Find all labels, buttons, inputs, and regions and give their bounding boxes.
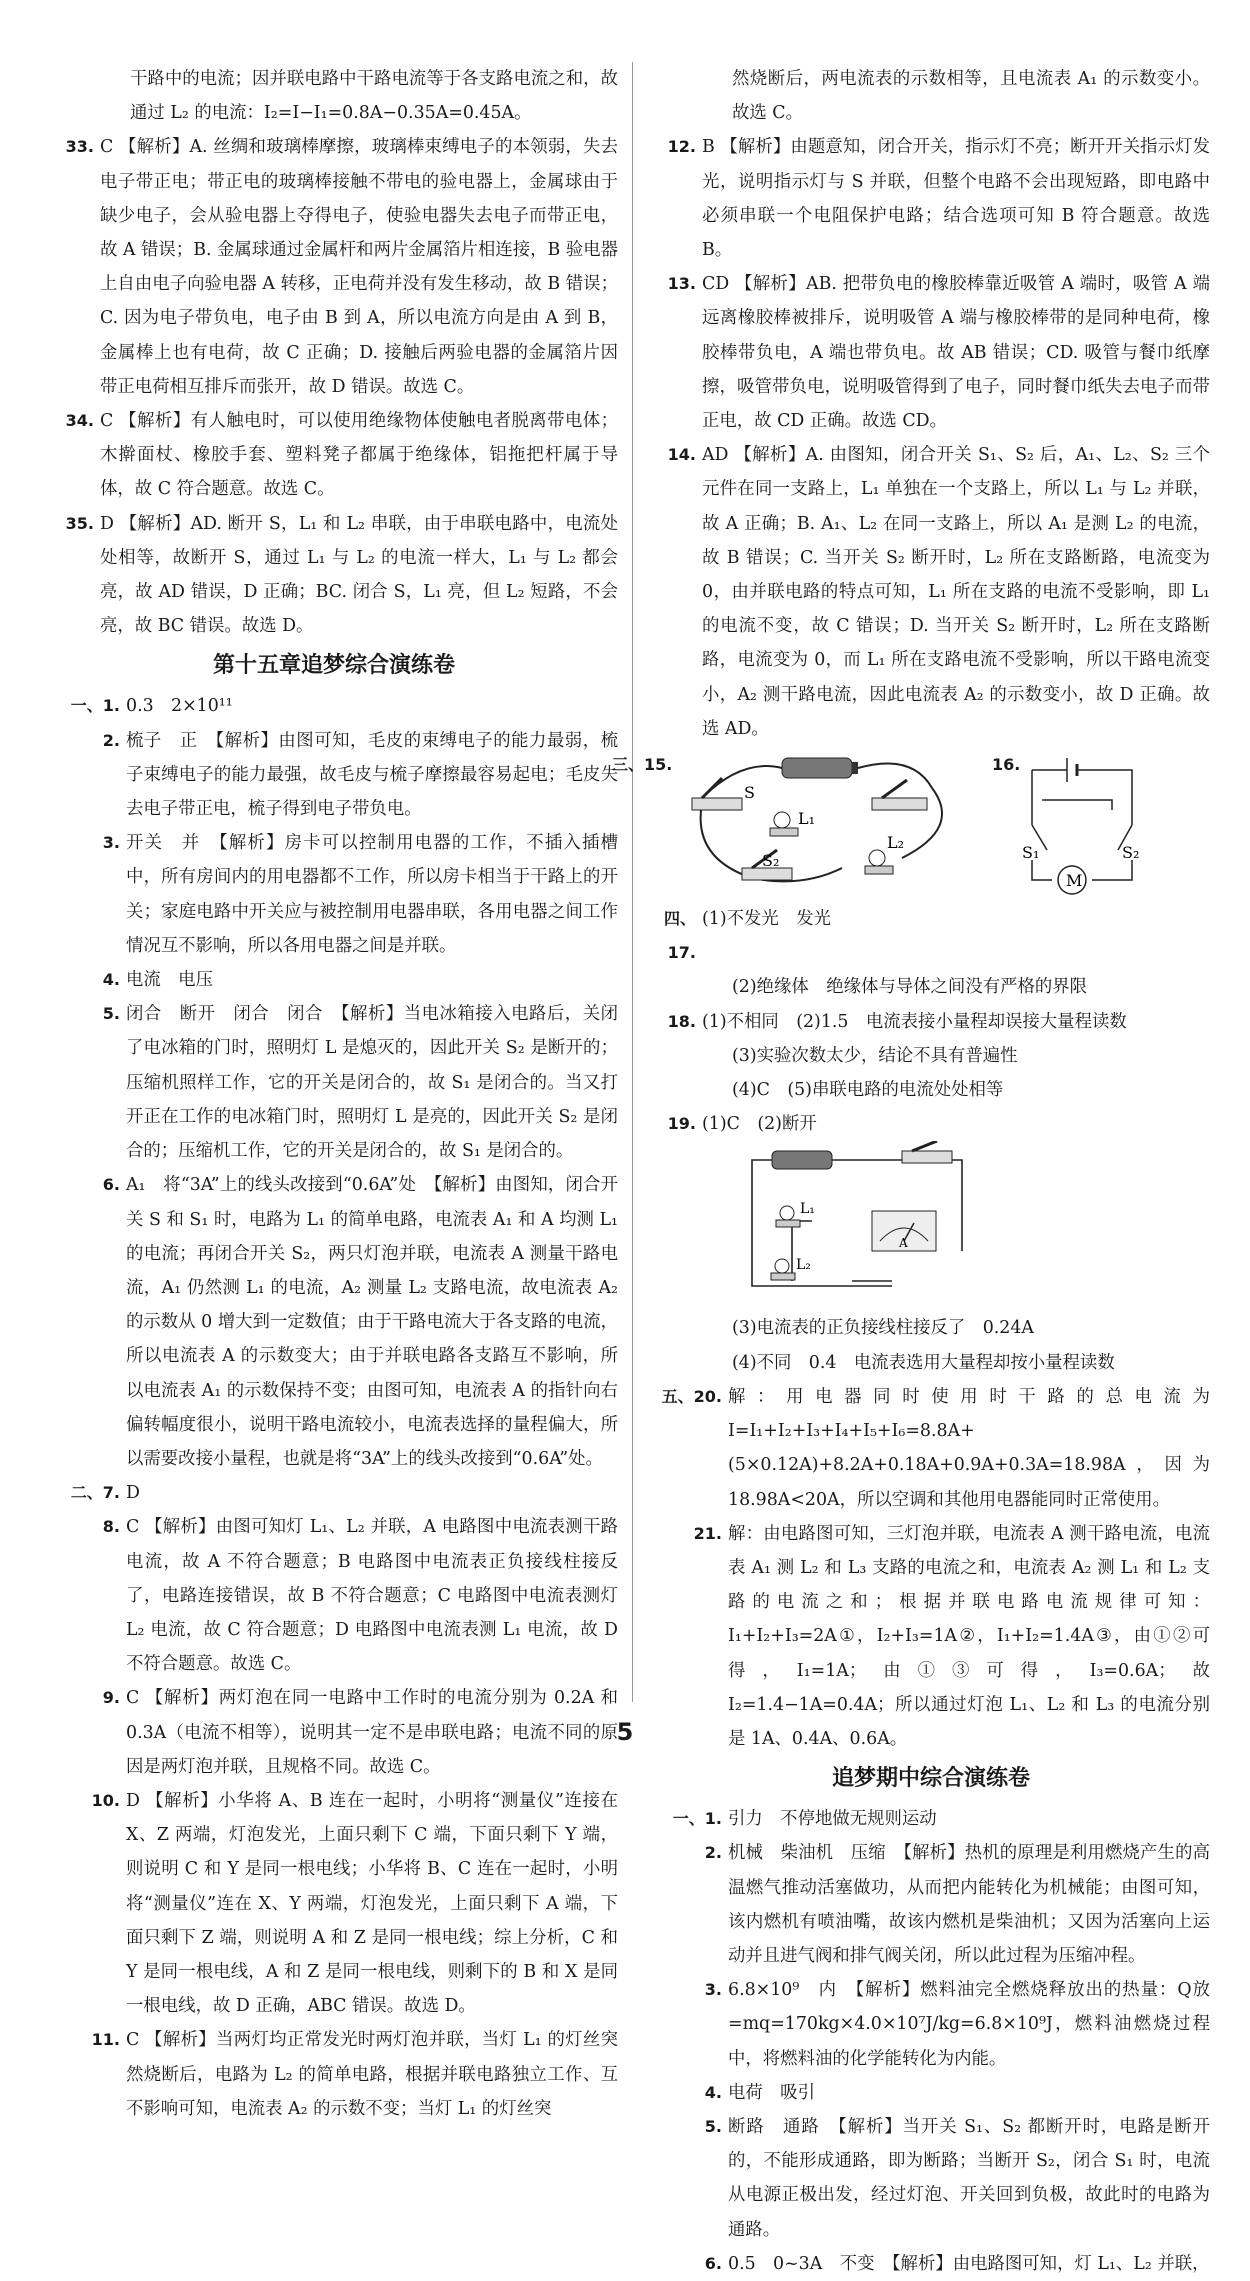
answer-text: AD 【解析】A. 由图知，闭合开关 S₁、S₂ 后，A₁、L₂、S₂ 三个元件在同一支路上，L₁ 单独在一个支路上，所以 L₁ 与 L₂ 并联，故 A 正确；B. A₁、L₂ 在同一支路上，所以 A₁ 是测 L₂ 的电流，故 B 错误；C. 当开关 S₂ 断开时，L₂ 所在支路断路，电流变为 0，由并联电路的特点可知，L₁ 所在支路的电流不受影响，即 L₁ 的电流不变，故 C 错误；D. 当开关 S₂ 断开时，L₂ 所在支路断路，电流变为 0，而 L₁ 所在支路电流不受影响，所以干路电流变小，A₂ 测干路电流，因此电流表 A₂ 的示数变小，故 D 正确。故选 AD。	[702, 445, 1210, 739]
answer-34	[50, 404, 618, 507]
answer-number: 2.	[704, 1843, 722, 1863]
answer-text: 机械 柴油机 压缩 【解析】热机的原理是利用燃烧产生的高温燃气推动活塞做功，从而把内能转化为机械能；由图可知，该内燃机有喷油嘴，故该内燃机是柴油机；又因为活塞向上运动并且进气阀和排气阀关闭，所以此过程为压缩冲程。	[728, 1843, 1210, 1966]
answer-number: 11.	[91, 2030, 120, 2050]
answer-text: 解：用电器同时使用时干路的总电流为 I=I₁+I₂+I₃+I₄+I₅+I₆=8.8A+(5×0.12A)+8.2A+0.18A+0.9A+0.3A=18.98A，因为 18.98A<20A，所以空调和其他用电器能同时正常使用。	[728, 1386, 1210, 1510]
midterm-answer-4	[652, 2076, 1210, 2110]
answer-text: D	[126, 1483, 140, 1504]
answer-text: C 【解析】两灯泡在同一电路中工作时的电流分别为 0.2A 和 0.3A（电流不相等），说明其一定不是串联电路；电流不同的原因是两灯泡并联，且规格不同。故选 C。	[126, 1688, 618, 1777]
answer-text: C 【解析】由图可知灯 L₁、L₂ 并联，A 电路图中电流表测干路电流，故 A 不符合题意；B 电路图中电流表正负接线柱接反了，电路连接错误，故 B 不符合题意；C 电路图中电流表测灯 L₂ 电流，故 C 符合题意；D 电路图中电流表测 L₁ 电流，故 D 不符合题意。故选 C。	[126, 1517, 618, 1675]
answer-number: 3.	[704, 1980, 722, 2000]
answer-18-line-2: (3)实验次数太少，结论不具有普遍性	[732, 1045, 1018, 1066]
label-a: A	[899, 1236, 908, 1251]
answer-text: C 【解析】A. 丝绸和玻璃棒摩擦，玻璃棒束缚电子的本领弱，失去电子带正电；带正电的玻璃棒接触不带电的验电器上，金属球由于缺少电子，会从验电器上夺得电子，使验电器失去电子而带正电，故 A 错误；B. 金属球通过金属杆和两片金属箔片相连接，B 验电器上自由电子向验电器 A 转移，正电荷并没有发生移动，故 B 错误；C. 因为电子带负电，电子由 B 到 A，所以电流方向是由 A 到 B，金属棒上也有电荷，故 C 正确；D. 接触后两验电器的金属箔片因带正电荷相互排斥而张开，故 D 错误。故选 C。	[100, 137, 618, 397]
answer-number: 12.	[667, 137, 696, 157]
circuit-diagram-19	[742, 1141, 982, 1306]
answer-19	[652, 1107, 1210, 1141]
answer-text: 电流 电压	[126, 970, 213, 991]
answer-number: 13.	[667, 274, 696, 294]
answer-18	[652, 1005, 1210, 1039]
answer-number: 6.	[102, 1175, 120, 1195]
answer-number: 35.	[65, 513, 94, 533]
answer-number: 一、1.	[70, 696, 120, 716]
answer-number: 34.	[65, 411, 94, 431]
answer-number: 4.	[102, 970, 120, 990]
circuit-figures	[612, 748, 1210, 898]
answer-text: 解：由电路图可知，三灯泡并联，电流表 A 测干路电流，电流表 A₁ 测 L₂ 和 L₃ 支路的电流之和，电流表 A₂ 测 L₁ 和 L₂ 支路的电流之和；根据并联电路电流规律可知：I₁+I₂+I₃=2A①，I₂+I₃=1A②，I₁+I₂=1.4A③，由①②可得，I₁=1A；由①③可得，I₃=0.6A；故 I₂=1.4−1A=0.4A；所以通过灯泡 L₁、L₂ 和 L₃ 的电流分别是 1A、0.4A、0.6A。	[728, 1523, 1210, 1749]
answer-text: 6.8×10⁹ 内 【解析】燃料油完全燃烧释放出的热量：Q放=mq=170kg×4.0×10⁷J/kg=6.8×10⁹J，燃料油燃烧过程中，将燃料油的化学能转化为内能。	[728, 1980, 1210, 2069]
answer-text: 电荷 吸引	[728, 2082, 815, 2103]
column-divider	[632, 62, 633, 1702]
label-s2-fig16: S₂	[1122, 843, 1140, 863]
answer-number: 5.	[102, 1004, 120, 1024]
label-s: S	[744, 783, 755, 803]
answer-number: 5.	[704, 2116, 722, 2136]
paragraph-continuation: 干路中的电流；因并联电路中干路电流等于各支路电流之和，故通过 L₂ 的电流：I₂=I−I₁=0.8A−0.35A=0.45A。	[130, 69, 618, 124]
page-number: 5	[616, 1718, 634, 1746]
answer-number: 五、20.	[661, 1386, 722, 1406]
label-s2: S₂	[762, 851, 780, 871]
paragraph-continuation: 然烧断后，两电流表的示数相等，且电流表 A₁ 的示数变小。故选 C。	[732, 69, 1210, 124]
answer-number: 四、17.	[663, 909, 696, 963]
answer-text: 0.3 2×10¹¹	[126, 696, 233, 717]
answer-text: C 【解析】有人触电时，可以使用绝缘物体使触电者脱离带电体；木擀面杖、橡胶手套、塑料凳子都属于绝缘体，铝拖把杆属于导体，故 C 符合题意。故选 C。	[100, 411, 618, 500]
answer-33	[50, 130, 618, 404]
answer-number: 3.	[102, 833, 120, 853]
answer-text: (1)不发光 发光	[702, 909, 831, 930]
answer-text: 闭合 断开 闭合 闭合 【解析】当电冰箱接入电路后，关闭了电冰箱的门时，照明灯 L 是熄灭的，因此开关 S₂ 是断开的；压缩机照样工作，它的开关是闭合的，故 S₁ 是闭合的。当又打开正在工作的电冰箱门时，照明灯 L 是亮的，因此开关 S₂ 是闭合的；压缩机工作，它的开关是闭合的，故 S₁ 是闭合的。	[126, 1004, 618, 1162]
answer-17	[652, 902, 1210, 970]
answer-20	[652, 1380, 1210, 1517]
answer-text: CD 【解析】AB. 把带负电的橡胶棒靠近吸管 A 端时，吸管 A 端远离橡胶棒被排斥，说明吸管 A 端与橡胶棒带的是同种电荷，橡胶棒带负电，A 端也带负电。故 AB 错误；CD. 吸管与餐巾纸摩擦，吸管带负电，说明吸管得到了电子，同时餐巾纸失去电子而带正电，故 CD 正确。故选 CD。	[702, 274, 1210, 432]
section-heading: 追梦期中综合演练卷	[831, 1766, 1030, 1792]
answer-number: 16.	[992, 755, 1021, 775]
answer-13	[652, 267, 1210, 438]
circuit-diagram-15	[682, 748, 982, 898]
answer-11	[50, 2023, 618, 2126]
answer-19-line-3: (3)电流表的正负接线柱接反了 0.24A	[732, 1318, 1034, 1339]
answer-text: 梳子 正 【解析】由图可知，毛皮的束缚电子的能力最弱，梳子束缚电子的能力最强，故毛皮与梳子摩擦最容易起电；毛皮失去电子带正电，梳子得到电子带负电。	[126, 730, 618, 820]
midterm-answer-6	[652, 2247, 1210, 2281]
left-column	[50, 62, 618, 2126]
answer-12	[652, 130, 1210, 267]
answer-text: (1)C (2)断开	[702, 1114, 817, 1135]
right-column	[612, 62, 1210, 2281]
answer-18-line-3: (4)C (5)串联电路的电流处处相等	[732, 1080, 1004, 1101]
answer-10	[50, 1784, 618, 2023]
answer-text: 引力 不停地做无规则运动	[728, 1809, 937, 1830]
answer-number: 33.	[65, 137, 94, 157]
answer-text: (1)不相同 (2)1.5 电流表接小量程却误接大量程读数	[702, 1011, 1127, 1032]
midterm-answer-3	[652, 1973, 1210, 2076]
answer-14	[652, 438, 1210, 746]
answer-number: 21.	[693, 1523, 722, 1543]
answer-5	[50, 997, 618, 1168]
answer-number: 二、7.	[70, 1483, 120, 1503]
answer-text: C 【解析】当两灯均正常发光时两灯泡并联，当灯 L₁ 的灯丝突然烧断后，电路为 L₂ 的简单电路，根据并联电路独立工作、互不影响可知，电流表 A₂ 的示数不变；当灯 L₁ 的灯丝突	[126, 2030, 618, 2119]
answer-text: A₁ 将“3A”上的线头改接到“0.6A”处 【解析】由图知，闭合开关 S 和 S₁ 时，电路为 L₁ 的简单电路，电流表 A₁ 和 A 均测 L₁ 的电流；再闭合开关 S₂，两只灯泡并联，电流表 A 测量干路电流，A₁ 仍然测 L₁ 的电流，A₂ 测量 L₂ 支路电流，故电流表 A₂ 的示数从 0 增大到一定数值；由于干路电流大于各支路的电流，所以电流表 A 的示数变大；由于并联电路各支路互不影响，所以电流表 A₁ 的示数保持不变；由图可知，电流表 A 的指针向右偏转幅度很小，说明干路电流较小，电流表选择的量程偏大，所以需要改接小量程，也就是将“3A”上的线头改接到“0.6A”处。	[126, 1175, 618, 1469]
answer-number: 19.	[667, 1114, 696, 1134]
section-heading: 第十五章追梦综合演练卷	[212, 653, 455, 679]
label-m: M	[1066, 871, 1083, 891]
answer-number: 一、1.	[672, 1809, 722, 1829]
answer-text: 0.5 0~3A 不变 【解析】由电路图可知，灯 L₁、L₂ 并联，	[728, 2253, 1210, 2274]
answer-text: D 【解析】小华将 A、B 连在一起时，小明将“测量仪”连接在 X、Z 两端，灯泡发光，上面只剩下 C 端，下面只剩下 Y 端，则说明 C 和 Y 是同一根电线；小华将 B、C 连在一起时，小明将“测量仪”连在 X、Y 两端，灯泡发光，上面只剩下 A 端，下面只剩下 Z 端，则说明 A 和 Z 是同一根电线；综上分析，C 和 Y 是同一根电线，A 和 Z 是同一根电线，则剩下的 B 和 X 是同一根电线，故 D 正确，ABC 错误。故选 D。	[126, 1790, 618, 2017]
answer-8	[50, 1510, 618, 1681]
answer-4	[50, 963, 618, 997]
answer-number: 6.	[704, 2253, 722, 2273]
answer-6	[50, 1168, 618, 1476]
label-l1-fig19: L₁	[800, 1201, 815, 1218]
answer-35	[50, 507, 618, 644]
label-s1: S₁	[1022, 843, 1040, 863]
answer-19-line-4: (4)不同 0.4 电流表选用大量程却按小量程读数	[732, 1352, 1115, 1373]
answer-number: 10.	[91, 1790, 120, 1810]
midterm-answer-5	[652, 2110, 1210, 2247]
label-l1: L₁	[798, 809, 816, 829]
midterm-answer-1	[652, 1802, 1210, 1836]
answer-number: 三、15.	[612, 755, 673, 775]
answer-3	[50, 826, 618, 963]
answer-number: 4.	[704, 2082, 722, 2102]
label-l2: L₂	[887, 833, 905, 853]
answer-number: 9.	[102, 1688, 120, 1708]
answer-text: 开关 并 【解析】房卡可以控制用电器的工作，不插入插槽中，所有房间内的用电器都不工作，所以房卡相当于干路上的开关；家庭电路中开关应与被控制用电器串联，各用电器之间工作情况互不影响，所以各用电器之间是并联。	[126, 833, 618, 956]
answer-text: 断路 通路 【解析】当开关 S₁、S₂ 都断开时，电路是断开的，不能形成通路，即为断路；当断开 S₂，闭合 S₁ 时，电流从电源正极出发，经过灯泡、开关回到负极，故此时的电路为通路。	[728, 2116, 1210, 2240]
answer-text: D 【解析】AD. 断开 S，L₁ 和 L₂ 串联，由于串联电路中，电流处处相等，故断开 S，通过 L₁ 与 L₂ 的电流一样大，L₁ 与 L₂ 都会亮，故 AD 错误，D 正确；BC. 闭合 S，L₁ 亮，但 L₂ 短路，不会亮，故 BC 错误。故选 D。	[100, 513, 618, 637]
circuit-figure-19	[742, 1141, 1210, 1311]
answer-7	[50, 1476, 618, 1510]
answer-17-line-2: (2)绝缘体 绝缘体与导体之间没有严格的界限	[732, 977, 1088, 998]
answer-number: 18.	[667, 1011, 696, 1031]
label-l2-fig19: L₂	[796, 1257, 811, 1274]
answer-text: B 【解析】由题意知，闭合开关，指示灯不亮；断开开关指示灯发光，说明指示灯与 S 并联，但整个电路不会出现短路，即电路中必须串联一个电阻保护电路；结合选项可知 B 符合题意。故选 B。	[702, 137, 1210, 261]
answer-number: 8.	[102, 1517, 120, 1537]
answer-2	[50, 724, 618, 827]
answer-number: 14.	[667, 445, 696, 465]
answer-1	[50, 689, 618, 723]
circuit-diagram-16	[1022, 750, 1152, 895]
midterm-answer-2	[652, 1836, 1210, 1973]
answer-number: 2.	[102, 730, 120, 750]
